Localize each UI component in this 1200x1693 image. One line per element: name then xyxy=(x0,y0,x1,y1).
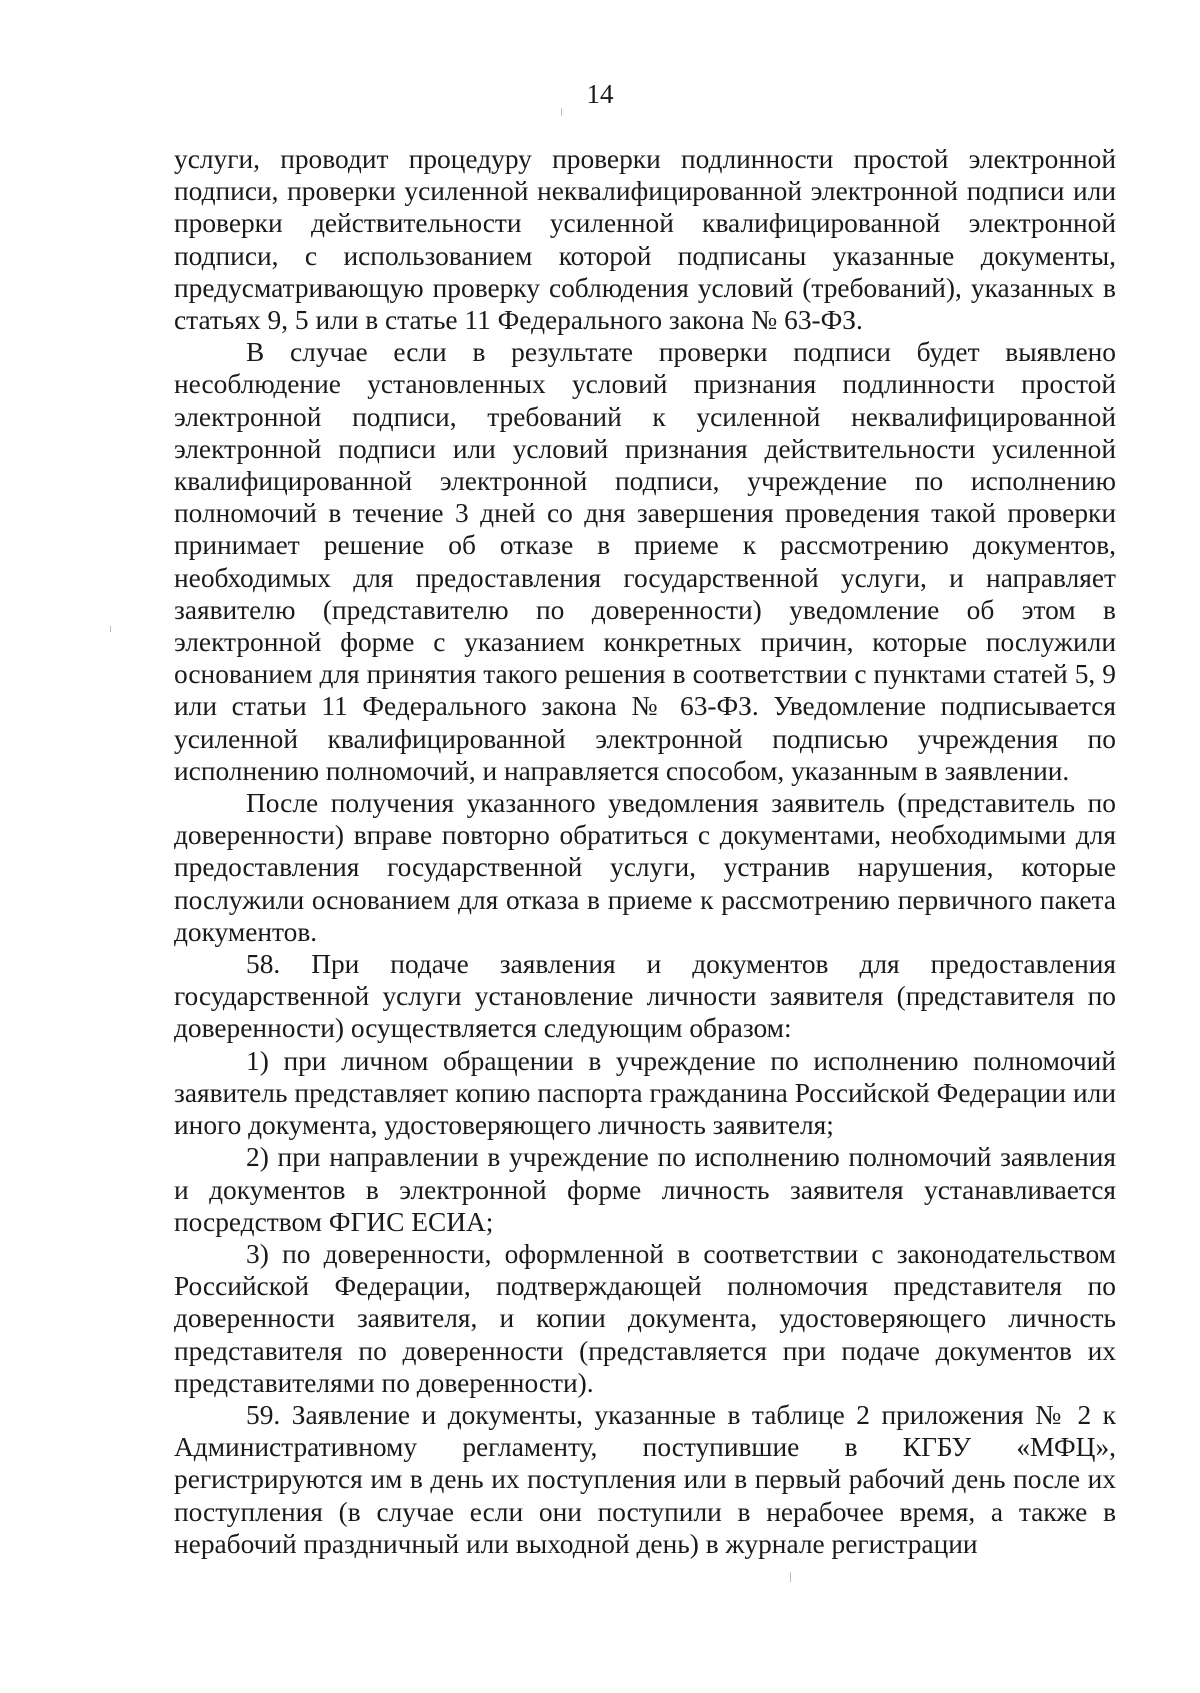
paragraph-item-58: 58. При подаче заявления и документов для предоставления государственной услуги установление личности заявителя (представителя по доверенности) осуществляется следующим образом: xyxy=(174,949,1116,1044)
page-number: 14 xyxy=(586,79,614,109)
document-body xyxy=(174,143,1116,1560)
paragraph-item-58-2: 2) при направлении в учреждение по исполнению полномочий заявления и документов в электронной форме личность заявителя устанавливается посредством ФГИС ЕСИА; xyxy=(174,1142,1116,1237)
paragraph-item-58-1: 1) при личном обращении в учреждение по исполнению полномочий заявитель представляет копию паспорта гражданина Российской Федерации или иного документа, удостоверяющего личность заявителя; xyxy=(174,1045,1116,1141)
paragraph-item-58-3: 3) по доверенности, оформленной в соответствии с законодательством Российской Федерации, подтверждающей полномочия представителя по доверенности заявителя, и копии документа, удостоверяющего личность представителя по доверенности (представляется при подаче документов их представителями по доверенности). xyxy=(174,1238,1116,1398)
paragraph-continuation: услуги, проводит процедуру проверки подлинности простой электронной подписи, проверки усиленной неквалифицированной электронной подписи или проверки действительности усиленной квалифицированной электронной подписи, с использованием которой подписаны указанные документы, предусматривающую проверку соблюдения условий (требований), указанных в статьях 9, 5 или в статье 11 Федерального закона № 63-ФЗ. xyxy=(174,144,1116,336)
scan-speck xyxy=(561,108,562,116)
paragraph-signature-check-failure: В случае если в результате проверки подписи будет выявлено несоблюдение установленных условий признания подлинности простой электронной подписи, требований к усиленной неквалифицированной электронной подписи или условий признания действительности усиленной квалифицированной электронной подписи, учреждение по исполнению полномочий в течение 3 дней со дня завершения проведения такой проверки принимает решение об отказе в приеме к рассмотрению документов, необходимых для предоставления государственной услуги, и направляет заявителю (представителю по доверенности) уведомление об этом в электронной форме с указанием конкретных причин, которые послужили основанием для принятия такого решения в соответствии с пунктами статей 5, 9 или статьи 11 Федерального закона № 63-ФЗ. Уведомление подписывается усиленной квалифицированной электронной подписью учреждения по исполнению полномочий, и направляется способом, указанным в заявлении. xyxy=(174,337,1116,786)
paragraph-item-59: 59. Заявление и документы, указанные в таблице 2 приложения № 2 к Административному регламенту, поступившие в КГБУ «МФЦ», регистрируются им в день их поступления или в первый рабочий день после их поступления (в случае если они поступили в нерабочее время, а также в нерабочий праздничный или выходной день) в журнале регистрации xyxy=(174,1399,1116,1559)
scan-speck xyxy=(790,1572,791,1582)
scan-speck xyxy=(110,626,111,632)
paragraph-resubmission: После получения указанного уведомления заявитель (представитель по доверенности) вправе повторно обратиться с документами, необходимыми для предоставления государственной услуги, устранив нарушения, которые послужили основанием для отказа в приеме к рассмотрению первичного пакета документов. xyxy=(174,788,1116,947)
